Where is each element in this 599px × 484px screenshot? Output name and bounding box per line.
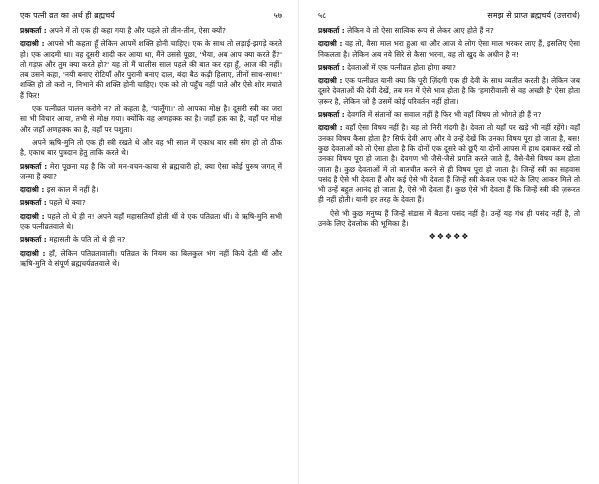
left-page-header bbox=[20, 10, 282, 22]
speaker-label: दादाश्री : bbox=[20, 39, 45, 49]
paragraph-text: लेकिन वे तो ऐसा सात्विक रूप से लेकर आए होते हैं न? bbox=[347, 26, 494, 35]
speaker-label: प्रश्नकर्ता : bbox=[20, 198, 47, 208]
right-page bbox=[318, 0, 580, 484]
paragraph-text: एक पत्नीव्रत यानी क्या कि पूरी ज़िंदगी एक ही देवी के साथ व्यतीत करती है। लेकिन जब दूसरे देवताओं की देवी देखें, तब मन में ऐसे भाव होता है कि 'हमारीवाली से वह अच्छी है' ऐसा होता ज़रूर है, लेकिन जो है उसमें कोई परिवर्तन नहीं होता। bbox=[318, 76, 580, 106]
speaker-label: दादाश्री : bbox=[20, 248, 46, 258]
speaker-label: प्रश्नकर्ता : bbox=[20, 161, 48, 171]
paragraph bbox=[20, 162, 282, 183]
speaker-label: दादाश्री : bbox=[318, 76, 343, 86]
paragraph-text: इस काल में नहीं है। bbox=[46, 185, 99, 195]
right-page-number: ५८ bbox=[318, 11, 327, 20]
paragraph-text: आपसे भी कहता हूँ लेकिन आपमें शक्ति होनी चाहिए। एक के साथ तो लड़ाई-झगड़े करते हो। एक आदमी था। वह दूसरी शादी कर आया था, मैंने उससे पूछा, 'भैया, अब आप क्या करते हैं?' तो गड़फ़ और तुम क्या करते हो?' यह तो मैं चालीस साल पहले की बात कर रहा हूँ, आज की नहीं। तब उसने कहा, 'नयी बनाए रोटियाँ और पुरानी बनाए दाल, बंदा बैठ कढ़ी हिलाए, तीनों साथ-साथ!' शक्ति हो तो करो न, निभाने की शक्ति होनी चाहिए। एक को तो पहुँच नहीं पाते और ऐसे शोर मचाते हैं फिर! bbox=[20, 39, 282, 100]
right-header-title: समझ से प्राप्त ब्रह्मचर्य (उत्तरार्ध) bbox=[487, 11, 580, 20]
right-page-header bbox=[318, 10, 580, 22]
speaker-label: प्रश्नकर्ता : bbox=[20, 26, 47, 35]
paragraph-text: पहले थे क्या? bbox=[49, 198, 86, 208]
paragraph-text: मेरा पूछना यह है कि जो मन-वचन-काया से ब्रह्मचारी हो, क्या ऐसा कोई पुरुष जगत् में जन्मा है क्या? bbox=[20, 161, 282, 181]
paragraph bbox=[318, 63, 580, 73]
speaker-label: प्रश्नकर्ता : bbox=[20, 235, 47, 245]
paragraph bbox=[318, 39, 580, 60]
paragraph bbox=[20, 39, 282, 101]
section-ornament: ❖❖❖❖❖ bbox=[428, 232, 470, 242]
left-page-body bbox=[20, 26, 282, 269]
speaker-label: दादाश्री : bbox=[20, 185, 45, 195]
paragraph-text: देवगति में संतानों का सवाल नहीं है फिर भी वहाँ विषय तो भोगते ही हैं न? bbox=[347, 110, 542, 120]
paragraph-text: अपने ऋषि-मुनि तो एक ही स्त्री रखते थे और वह भी साल में एकाध बार स्त्री संग हो तो ठीक है, एकाध बार पुत्रदान हेतु ताकि करते थे। bbox=[20, 137, 282, 158]
right-page-body bbox=[318, 26, 580, 229]
paragraph-text: हाँ, लेकिन पतिव्रतावाली। पतिव्रत के नियम का बिलकुल भंग नहीं किये देती थीं और ऋषि-मुनि वे संपूर्ण ब्रह्मचर्यव्रतवाले थे। bbox=[20, 248, 282, 268]
left-page-number: ५७ bbox=[273, 11, 282, 20]
speaker-label: दादाश्री : bbox=[20, 211, 45, 221]
paragraph bbox=[318, 26, 580, 36]
paragraph bbox=[20, 198, 282, 208]
paragraph-text: देवताओं में एक पत्नीव्रत होता होगा क्या? bbox=[347, 62, 456, 72]
paragraph-text: अपने में तो एक ही कहा गया है और पहले तो तीन-तीन, ऐसा क्यों? bbox=[49, 26, 226, 35]
paragraph bbox=[20, 138, 282, 159]
paragraph-text: महासती के पति तो थे ही न? bbox=[49, 235, 126, 245]
left-page bbox=[20, 0, 282, 484]
paragraph bbox=[318, 123, 580, 205]
paragraph-text: वहाँ ऐसा विषय नहीं है। यह तो निरी गंदगी है। देवता तो यहाँ पर खड़े भी नहीं रहेंगे। वहाँ उनका विषय कैसा होता है? सिर्फ देवी आए और वे उन्हें देखें कि उनका विषय पूरा हो जाता है, बस! कुछ देवताओं को तो ऐसा होता है कि दोनों एक दूसरे को छूएँ या दोनों आपस में हाथ दबाकर रखें तो उनका विषय पूरा हो जाता है। देवगण भी जैसे-जैसे प्रगति करते जाते हैं, वैसे-वैसे विषय कम होता जाता है। कुछ देवताओं में तो बातचीत करने से ही विषय पूरा हो जाता है। जिन्हें स्त्री का सहवास पसंद है ऐसे भी देवता हैं और कई ऐसे भी देवता हैं जिन्हें स्त्री केवल एक घंटे के लिए आकर मिले तो भी उन्हें बहुत आनंद हो जाता है, ऐसे भी देवता हैं। कुछ ऐसे भी देवता हैं कि जिन्हें स्त्री की ज़रूरत ही नहीं होती। यानी हर तरह के देवता हैं। bbox=[318, 123, 580, 205]
page-gutter bbox=[298, 0, 299, 484]
speaker-label: दादाश्री : bbox=[318, 39, 343, 49]
paragraph bbox=[318, 76, 580, 107]
speaker-label: प्रश्नकर्ता : bbox=[318, 26, 345, 35]
paragraph bbox=[318, 110, 580, 120]
speaker-label: प्रश्नकर्ता : bbox=[318, 62, 345, 72]
speaker-label: दादाश्री : bbox=[318, 123, 343, 133]
paragraph bbox=[20, 249, 282, 270]
paragraph bbox=[318, 209, 580, 230]
paragraph bbox=[20, 26, 282, 36]
paragraph-text: वह तो, वैसा माल भरा हुआ था और आज ये लोग ऐसा माल भरकर लाए हैं, इसलिए ऐसा निकलता है। लेकिन अब नये सिरे से कैसा भरना, वह तो खुद के अधीन है न! bbox=[318, 39, 580, 59]
paragraph-text: एक पत्नीव्रत पालन करोगे न? तो कहता है, 'पालूँगा।' तो आपका मोक्ष है। दूसरी स्त्री का जरा सा भी विचार आया, तभी से मोक्ष गया। क्योंकि वह अणहक्क का है। जहाँ हक़ का है, वहाँ पर मोक्ष और जहाँ अणहक्क का है, वहाँ पर पशुता। bbox=[20, 104, 282, 134]
speaker-label: प्रश्नकर्ता : bbox=[318, 110, 345, 120]
paragraph bbox=[20, 235, 282, 245]
paragraph bbox=[20, 104, 282, 135]
paragraph bbox=[20, 185, 282, 195]
left-header-title: एक पत्नी व्रत का अर्थ ही ब्रह्मचर्य bbox=[20, 11, 115, 20]
paragraph-text: पहले तो थे ही न! अपने यहाँ महासतियाँ होती थीं वे एक पतिव्रता थीं। वे ऋषि-मुनि सभी एक पत्नीव्रतवाले थे। bbox=[20, 211, 282, 232]
paragraph bbox=[20, 212, 282, 233]
paragraph-text: ऐसे भी कुछ मनुष्य हैं जिन्हें संडास में बैठना पसंद नहीं है। उन्हें यह गंध ही पसंद नहीं है, तो उनके लिए देवलोक की भूमिका है। bbox=[318, 208, 580, 229]
